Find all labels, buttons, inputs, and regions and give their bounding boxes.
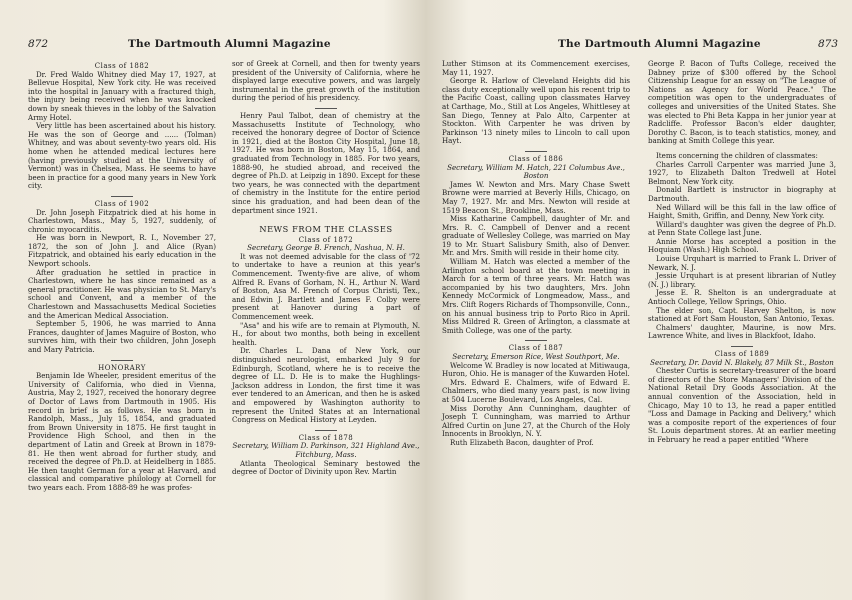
section-divider bbox=[111, 196, 133, 197]
class-heading: Class of 1889 bbox=[714, 350, 770, 358]
paragraph: Ruth Elizabeth Bacon, daughter of Prof. bbox=[450, 437, 594, 447]
section-divider bbox=[111, 360, 133, 361]
paragraph: Donald Bartlett is instructor in biography at Dartmouth. bbox=[648, 185, 836, 203]
secretary-line: Secretary, William D. Parkinson, 321 Highland Ave., Fitchburg, Mass. bbox=[232, 441, 420, 459]
page-header bbox=[440, 38, 838, 54]
section-divider bbox=[525, 151, 547, 152]
column-2 bbox=[232, 60, 420, 477]
paragraph: Jesse E. R. Shelton is an undergraduate at Antioch College, Yellow Springs, Ohio. bbox=[648, 288, 836, 307]
news-heading: NEWS FROM THE CLASSES bbox=[259, 224, 393, 235]
page-number: 873 bbox=[817, 38, 838, 50]
paragraph: sor of Greek at Cornell, and then for twenty years president of the University of California, where he displayed large executive powers, and was largely instrumental in the great growth of the institution during the period of his presidency. bbox=[232, 59, 420, 103]
paragraph: Items concerning the children of classmates: bbox=[656, 150, 818, 160]
page-header bbox=[28, 38, 426, 54]
section-divider bbox=[731, 346, 753, 347]
paragraph: He was born in Newport, R. I., November 27, 1872, the son of John J. and Alice (Ryan) Fitzpatrick, and obtained his early education in the Newport schools. bbox=[28, 233, 216, 269]
paragraph: "Asa" and his wife are to remain at Plymouth, N. H., for about two months, both being in excellent health. bbox=[232, 320, 420, 347]
section-divider bbox=[525, 340, 547, 341]
paragraph: Miss Dorothy Ann Cunningham, daughter of Joseph T. Cunningham, was married to Arthur Alfred Curtin on June 27, at the Church of the Holy Innocents in Brooklyn, N. Y. bbox=[442, 403, 630, 439]
paragraph: Chalmers' daughter, Maurine, is now Mrs. Lawrence White, and lives in Blackfoot, Idaho. bbox=[648, 322, 836, 341]
right-page bbox=[440, 0, 838, 600]
text-columns bbox=[28, 60, 426, 600]
paragraph: George P. Bacon of Tufts College, received the Dabney prize of $300 offered by the School Citizenship League for an essay on "The League of Nations as Agency for World Peace." The competition was open to the undergraduates of colleges and universities of the United States. She was elected to Phi Beta Kappa in her junior year at Radcliffe. Professor Bacon's elder daughter, Dorothy C. Bacon, is to teach statistics, money, and banking at Smith College this year. bbox=[648, 59, 836, 146]
secretary-line: Secretary, William M. Hatch, 221 Columbus Ave., Boston bbox=[447, 162, 625, 181]
section-divider bbox=[315, 108, 337, 109]
column-1 bbox=[28, 60, 216, 493]
paragraph: September 5, 1906, he was married to Anna Frances, daughter of James Maguire of Boston, who survives him, with their two children, John Joseph and Mary Patricia. bbox=[28, 319, 216, 354]
section-heading: HONORARY bbox=[98, 363, 146, 372]
paragraph: Jessie Urquhart is at present librarian of Nutley (N. J.) library. bbox=[648, 271, 836, 289]
paragraph: Henry Paul Talbot, dean of chemistry at the Massachusetts Institute of Technology, who received the honorary degree of Doctor of Science in 1921, died at the Boston City Hospital, June 18, 1927. He was born in Boston, May 15, 1864, and graduated from Technology in 1885. For two years, 1888-90, he studied abroad, and received the degree of Ph.D. at Leipzig in 1890. Except for these two years, he was connected with the department of chemistry in the Institute for the entire period since his graduation, and had been dean of the department since 1921. bbox=[232, 110, 420, 215]
paragraph: Luther Stimson at its Commencement exercises, May 11, 1927. bbox=[442, 59, 630, 77]
paragraph: After graduation he settled in practice in Charlestown, where he has since remained as a general practitioner. He was physician to St. Mary's school and Convent, and a member of the Charlestown and Massachusetts Medical Societies and the American Medical Association. bbox=[28, 267, 216, 320]
column-2 bbox=[648, 60, 836, 445]
running-title: The Dartmouth Alumni Magazine bbox=[558, 38, 761, 50]
page-number: 872 bbox=[28, 38, 49, 50]
paragraph: Atlanta Theological Seminary bestowed the degree of Doctor of Divinity upon Rev. Martin bbox=[232, 458, 420, 477]
text-columns bbox=[440, 60, 838, 600]
class-heading: Class of 1902 bbox=[94, 199, 150, 208]
left-page bbox=[28, 0, 426, 600]
column-1 bbox=[442, 60, 630, 448]
secretary-line: Secretary, George B. French, Nashua, N. H. bbox=[247, 243, 405, 253]
paragraph: Mrs. Edward E. Chalmers, wife of Edward E. Chalmers, who died many years past, is now living at 504 Lucerne Boulevard, Los Angeles, Cal. bbox=[442, 377, 630, 404]
paragraph: The elder son, Capt. Harvey Shelton, is now stationed at Fort Sam Houston, San Antonio, Texas. bbox=[648, 305, 836, 324]
paragraph: It was not deemed advisable for the class of '72 to undertake to have a reunion at this year's Commencement. Twenty-five are alive, of whom Alfred R. Evans of Gorham, N. H., Arthur N. Ward of Boston, Asa M. French of Corpus Christi, Tex., and Edwin J. Bartlett and James F. Colby were present at Hanover during a part of Commencement week. bbox=[232, 251, 420, 322]
paragraph: Very little has been ascertained about his history. He was the son of George and ...... (Tolman) Whitney, and was about seventy-two years old. His home when he attended medical lectures here (having previously studied at the University of Vermont) was in Chelsea, Mass. He seems to have been in practice for a good many years in New York city. bbox=[28, 121, 216, 191]
paragraph: Louise Urquhart is married to Frank L. Driver of Newark, N. J. bbox=[648, 254, 836, 272]
paragraph: Willard's daughter was given the degree of Ph.D. at Penn State College last June. bbox=[648, 219, 836, 238]
class-heading: Class of 1882 bbox=[94, 62, 150, 70]
class-heading: Class of 1887 bbox=[508, 344, 564, 353]
paragraph: Annie Morse has accepted a position in the Hoquiam (Wash.) High School. bbox=[648, 236, 836, 255]
class-heading: Class of 1872 bbox=[298, 235, 354, 244]
paragraph: James W. Newton and Mrs. Mary Chase Swett Browne were married at Beverly Hills, Chicago, on May 7, 1927. Mr. and Mrs. Newton will reside at 1519 Beacon St., Brookline, Mass. bbox=[442, 179, 630, 215]
secretary-line: Secretary, Dr. David N. Blakely, 87 Milk St., Boston bbox=[650, 357, 834, 367]
paragraph: William M. Hatch was elected a member of the Arlington school board at the town meeting in March for a term of three years. Mr. Hatch was accompanied by his two daughters, Mrs. John Kennedy McCormick of Longmeadow, Mass., and Mrs. Clift Rogers Richards of Thompsonville, Conn., on his annual business trip to Porto Rico in April. Miss Mildred R. Green of Arlington, a classmate at Smith College, was one of the party. bbox=[442, 257, 630, 335]
paragraph: Dr. Fred Waldo Whitney died May 17, 1927, at Bellevue Hospital, New York city. He was received into the hospital in January with a fractured thigh, the injury being received when he was knocked down by sneak thieves in the lobby of the Salvation Army Hotel. bbox=[28, 69, 216, 122]
paragraph: Dr. Charles L. Dana of New York, our distinguished neurologist, embarked July 9 for Edinburgh, Scotland, where he is to receive the degree of LL. D. He is to make the Hughlings-Jackson address in London, the first time it was ever tendered to an American, and then he is asked and empowered by Washington authority to represent the United States at an International Congress on Medical History at Leyden. bbox=[232, 346, 420, 425]
paragraph: Welcome W. Bradley is now located at Mitiwauga, Huron, Ohio. He is manager of the Kuwarden Hotel. bbox=[442, 360, 630, 379]
paragraph: Dr. John Joseph Fitzpatrick died at his home in Charlestown, Mass., May 5, 1927, suddenly, of chronic myocarditis. bbox=[28, 207, 216, 234]
running-title: The Dartmouth Alumni Magazine bbox=[128, 38, 331, 50]
paragraph: Benjamin Ide Wheeler, president emeritus of the University of California, who died in Vienna, Austria, May 2, 1927, received the honorary degree of Doctor of Laws from Dartmouth in 1905. His record in brief is as follows. He was born in Randolph, Mass., July 15, 1854, and graduated from Brown University in 1875. He first taught in Providence High School, and then in the department of Latin and Greek at Brown in 1879-81. He then went abroad for further study, and received the degree of Ph.D. at Heidelberg in 1885. He then taught German for a year at Harvard, and classical and comparative philology at Cornell for two years each. From 1888-89 he was profes- bbox=[28, 371, 216, 492]
secretary-line: Secretary, Emerson Rice, West Southport, Me. bbox=[452, 352, 620, 361]
paragraph: Miss Katharine Campbell, daughter of Mr. and Mrs. R. C. Campbell of Denver and a recent graduate of Wellesley College, was married on May 19 to Mr. Stuart Salisbury Smith, also of Denver. Mr. and Mrs. Smith will reside in their home city. bbox=[442, 214, 630, 258]
paragraph: Charles Carroll Carpenter was married June 3, 1927, to Elizabeth Dalton Tredwell at Hotel Belmont, New York city. bbox=[648, 159, 836, 186]
paragraph: Ned Willard will be this fall in the law office of Haight, Smith, Griffin, and Denny, New York city. bbox=[648, 202, 836, 221]
class-heading: Class of 1878 bbox=[298, 433, 354, 442]
class-heading: Class of 1886 bbox=[508, 154, 564, 163]
paragraph: Chester Curtis is secretary-treasurer of the board of directors of the Store Managers' Division of the National Retail Dry Goods Association. At the annual convention of the Association, held in Chicago, May 10 to 13, he read a paper entitled "Loss and Damage in Packing and Delivery," which was a composite report of the experiences of four St. Louis department stores. At an earlier meeting in February he read a paper entitled "Where bbox=[648, 366, 836, 444]
paragraph: George R. Harlow of Cleveland Heights did his class duty exceptionally well upon his recent trip to the Pacific Coast, calling upon classmates Harvey at Carthage, Mo., Still at Los Angeles, Whittlesey at San Diego, Tenney at Palo Alto, Carpenter at Stockton. With Carpenter he was driven by Parkinson '13 ninety miles to Lincoln to call upon Hayt. bbox=[442, 76, 630, 146]
section-divider bbox=[315, 430, 337, 431]
